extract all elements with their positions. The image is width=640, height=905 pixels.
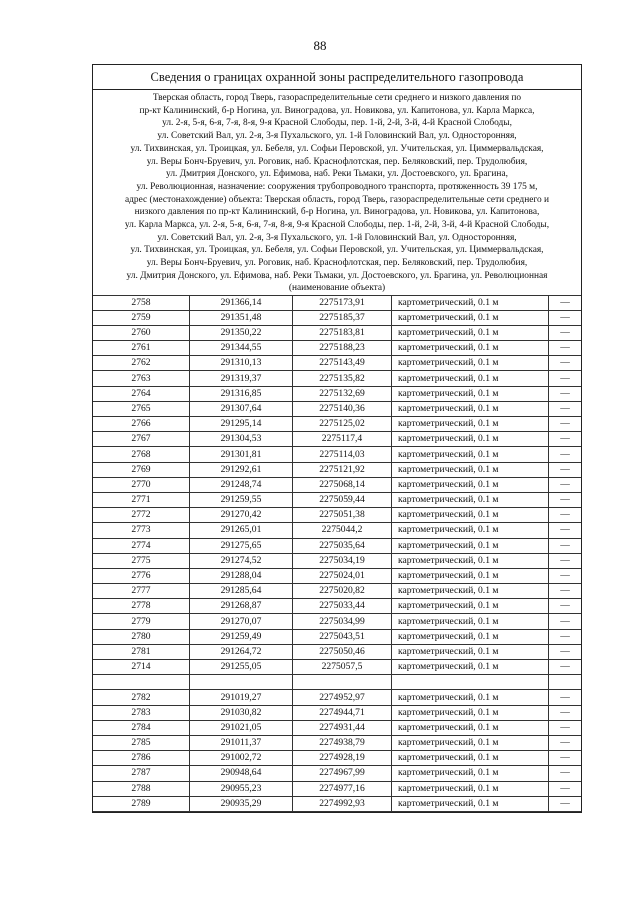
x-coordinate-cell: 291259,55 [190, 492, 293, 507]
x-coordinate-cell: 290935,29 [190, 796, 293, 811]
table-row [93, 356, 581, 371]
method-accuracy-cell: картометрический, 0.1 м [392, 371, 549, 386]
description-line: пр-кт Калининский, б-р Ногина, ул. Виноградова, ул. Новикова, ул. Капитонова, ул. Карла Маркса, [139, 105, 535, 116]
page-number: 88 [313, 38, 327, 53]
method-accuracy-cell: картометрический, 0.1 м [392, 660, 549, 675]
method-accuracy-cell [392, 675, 549, 690]
x-coordinate-cell: 291274,52 [190, 553, 293, 568]
table-row [93, 310, 581, 325]
table-row [93, 644, 581, 659]
x-coordinate-cell: 291295,14 [190, 417, 293, 432]
method-accuracy-cell: картометрический, 0.1 м [392, 599, 549, 614]
point-number-cell: 2785 [93, 735, 190, 750]
y-coordinate-cell: 2274938,79 [293, 735, 392, 750]
note-cell: — [549, 492, 582, 507]
y-coordinate-cell: 2274928,19 [293, 751, 392, 766]
description-line: ул. Веры Бонч-Бруевич, ул. Роговик, наб. Краснофлотская, пер. Беляковский, пер. Трудолюбия, [146, 156, 528, 167]
point-number-cell: 2782 [93, 690, 190, 705]
note-cell: — [549, 508, 582, 523]
table-row [93, 325, 581, 340]
method-accuracy-cell: картометрический, 0.1 м [392, 705, 549, 720]
note-cell: — [549, 751, 582, 766]
table-row [93, 796, 581, 811]
note-cell: — [549, 720, 582, 735]
point-number-cell: 2768 [93, 447, 190, 462]
method-accuracy-cell: картометрический, 0.1 м [392, 644, 549, 659]
y-coordinate-cell: 2275114,03 [293, 447, 392, 462]
method-accuracy-cell: картометрический, 0.1 м [392, 508, 549, 523]
method-accuracy-cell: картометрический, 0.1 м [392, 310, 549, 325]
y-coordinate-cell: 2275034,99 [293, 614, 392, 629]
table-row [93, 675, 581, 690]
note-cell: — [549, 462, 582, 477]
method-accuracy-cell: картометрический, 0.1 м [392, 568, 549, 583]
point-number-cell: 2770 [93, 477, 190, 492]
point-number-cell: 2774 [93, 538, 190, 553]
method-accuracy-cell: картометрический, 0.1 м [392, 766, 549, 781]
x-coordinate-cell: 291002,72 [190, 751, 293, 766]
point-number-cell: 2780 [93, 629, 190, 644]
x-coordinate-cell: 291292,61 [190, 462, 293, 477]
table-row [93, 660, 581, 675]
method-accuracy-cell: картометрический, 0.1 м [392, 356, 549, 371]
y-coordinate-cell: 2275185,37 [293, 310, 392, 325]
description-line: ул. Тихвинская, ул. Троицкая, ул. Бебеля, ул. Софьи Перовской, ул. Учительская, ул. Циммервальдская, [130, 143, 544, 154]
method-accuracy-cell: картометрический, 0.1 м [392, 401, 549, 416]
x-coordinate-cell: 291265,01 [190, 523, 293, 538]
method-accuracy-cell: картометрический, 0.1 м [392, 735, 549, 750]
x-coordinate-cell: 291285,64 [190, 584, 293, 599]
x-coordinate-cell: 290948,64 [190, 766, 293, 781]
table-row [93, 568, 581, 583]
note-cell: — [549, 705, 582, 720]
x-coordinate-cell: 291248,74 [190, 477, 293, 492]
table-row [93, 553, 581, 568]
table-row [93, 705, 581, 720]
method-accuracy-cell: картометрический, 0.1 м [392, 781, 549, 796]
note-cell: — [549, 447, 582, 462]
description-line: ул. Советский Вал, ул. 2-я, 3-я Пухальского, ул. 1-й Головинский Вал, ул. Односторонняя, [157, 232, 517, 243]
note-cell: — [549, 325, 582, 340]
table-row [93, 766, 581, 781]
point-number-cell: 2773 [93, 523, 190, 538]
note-cell: — [549, 417, 582, 432]
note-cell: — [549, 584, 582, 599]
x-coordinate-cell: 291011,37 [190, 735, 293, 750]
method-accuracy-cell: картометрический, 0.1 м [392, 341, 549, 356]
point-number-cell: 2788 [93, 781, 190, 796]
note-cell: — [549, 295, 582, 310]
x-coordinate-cell: 290955,23 [190, 781, 293, 796]
x-coordinate-cell: 291255,05 [190, 660, 293, 675]
x-coordinate-cell: 291288,04 [190, 568, 293, 583]
x-coordinate-cell: 291019,27 [190, 690, 293, 705]
x-coordinate-cell: 291264,72 [190, 644, 293, 659]
y-coordinate-cell: 2275183,81 [293, 325, 392, 340]
note-cell: — [549, 432, 582, 447]
point-number-cell: 2784 [93, 720, 190, 735]
table-row [93, 781, 581, 796]
table-row [93, 629, 581, 644]
note-cell: — [549, 356, 582, 371]
y-coordinate-cell: 2275020,82 [293, 584, 392, 599]
point-number-cell: 2783 [93, 705, 190, 720]
document-title: Сведения о границах охранной зоны распределительного газопровода [93, 65, 581, 90]
table-row [93, 462, 581, 477]
table-row [93, 477, 581, 492]
point-number-cell: 2775 [93, 553, 190, 568]
x-coordinate-cell: 291351,48 [190, 310, 293, 325]
table-row [93, 432, 581, 447]
note-cell: — [549, 614, 582, 629]
note-cell: — [549, 310, 582, 325]
y-coordinate-cell: 2275135,82 [293, 371, 392, 386]
description-line: адрес (местонахождение) объекта: Тверская область, город Тверь, газораспределительные сети среднего и [124, 194, 550, 205]
table-row [93, 386, 581, 401]
table-row [93, 523, 581, 538]
description-line: ул. Советский Вал, ул. 2-я, 3-я Пухальского, ул. 1-й Головинский Вал, ул. Односторонняя, [157, 131, 517, 142]
method-accuracy-cell: картометрический, 0.1 м [392, 432, 549, 447]
point-number-cell: 2771 [93, 492, 190, 507]
y-coordinate-cell: 2275035,64 [293, 538, 392, 553]
table-row [93, 720, 581, 735]
method-accuracy-cell: картометрический, 0.1 м [392, 523, 549, 538]
note-cell: — [549, 401, 582, 416]
description-line: низкого давления по пр-кт Калининский, б-р Ногина, ул. Виноградова, ул. Новикова, ул. Капитонова, [134, 207, 540, 218]
note-cell [549, 675, 582, 690]
point-number-cell: 2787 [93, 766, 190, 781]
point-number-cell: 2779 [93, 614, 190, 629]
y-coordinate-cell: 2275132,69 [293, 386, 392, 401]
x-coordinate-cell: 291366,14 [190, 295, 293, 310]
point-number-cell: 2769 [93, 462, 190, 477]
x-coordinate-cell: 291301,81 [190, 447, 293, 462]
description-line: ул. Дмитрия Донского, ул. Ефимова, наб. Реки Тьмаки, ул. Достоевского, ул. Брагина, [166, 169, 508, 180]
table-row [93, 371, 581, 386]
note-cell: — [549, 781, 582, 796]
note-cell: — [549, 599, 582, 614]
y-coordinate-cell: 2275117,4 [293, 432, 392, 447]
table-row [93, 401, 581, 416]
note-cell: — [549, 341, 582, 356]
point-number-cell: 2765 [93, 401, 190, 416]
description-line: ул. Карла Маркса, ул. 2-я, 5-я, 6-я, 7-я, 8-я, 9-я Красной Слободы, пер. 1-й, 2-й, 3-й, 4-й Красной Слободы, [124, 220, 550, 231]
note-cell: — [549, 735, 582, 750]
method-accuracy-cell: картометрический, 0.1 м [392, 447, 549, 462]
note-cell: — [549, 644, 582, 659]
point-number-cell: 2789 [93, 796, 190, 811]
note-cell: — [549, 371, 582, 386]
note-cell: — [549, 690, 582, 705]
method-accuracy-cell: картометрический, 0.1 м [392, 720, 549, 735]
description-line: Тверская область, город Тверь, газораспределительные сети среднего и низкого давления по [152, 93, 522, 103]
point-number-cell: 2761 [93, 341, 190, 356]
point-number-cell: 2776 [93, 568, 190, 583]
x-coordinate-cell: 291316,85 [190, 386, 293, 401]
description-line: ул. Революционная, назначение: сооружения трубопроводного транспорта, протяженность 39 175 м, [136, 181, 538, 192]
table-row [93, 447, 581, 462]
x-coordinate-cell: 291310,13 [190, 356, 293, 371]
description-line: ул. 2-я, 5-я, 6-я, 7-я, 8-я, 9-я Красной Слободы, пер. 1-й, 2-й, 3-й, 4-й Красной Слободы, [162, 118, 512, 129]
x-coordinate-cell: 291021,05 [190, 720, 293, 735]
y-coordinate-cell: 2274967,99 [293, 766, 392, 781]
x-coordinate-cell: 291350,22 [190, 325, 293, 340]
point-number-cell: 2766 [93, 417, 190, 432]
boundary-table-frame [92, 64, 582, 813]
method-accuracy-cell: картометрический, 0.1 м [392, 796, 549, 811]
method-accuracy-cell: картометрический, 0.1 м [392, 417, 549, 432]
point-number-cell: 2762 [93, 356, 190, 371]
y-coordinate-cell: 2275051,38 [293, 508, 392, 523]
method-accuracy-cell: картометрический, 0.1 м [392, 584, 549, 599]
y-coordinate-cell: 2275143,49 [293, 356, 392, 371]
method-accuracy-cell: картометрический, 0.1 м [392, 629, 549, 644]
point-number-cell: 2764 [93, 386, 190, 401]
method-accuracy-cell: картометрический, 0.1 м [392, 386, 549, 401]
x-coordinate-cell: 291270,07 [190, 614, 293, 629]
note-cell: — [549, 523, 582, 538]
point-number-cell: 2767 [93, 432, 190, 447]
table-row [93, 508, 581, 523]
table-row [93, 599, 581, 614]
y-coordinate-cell: 2275057,5 [293, 660, 392, 675]
x-coordinate-cell: 291304,53 [190, 432, 293, 447]
y-coordinate-cell: 2275068,14 [293, 477, 392, 492]
method-accuracy-cell: картометрический, 0.1 м [392, 690, 549, 705]
y-coordinate-cell: 2274977,16 [293, 781, 392, 796]
table-row [93, 690, 581, 705]
y-coordinate-cell: 2274931,44 [293, 720, 392, 735]
method-accuracy-cell: картометрический, 0.1 м [392, 325, 549, 340]
method-accuracy-cell: картометрический, 0.1 м [392, 477, 549, 492]
table-row [93, 735, 581, 750]
table-row [93, 538, 581, 553]
y-coordinate-cell: 2275140,36 [293, 401, 392, 416]
method-accuracy-cell: картометрический, 0.1 м [392, 751, 549, 766]
y-coordinate-cell: 2274952,97 [293, 690, 392, 705]
table-row [93, 751, 581, 766]
y-coordinate-cell: 2275034,19 [293, 553, 392, 568]
table-row [93, 295, 581, 310]
point-number-cell: 2714 [93, 660, 190, 675]
table-row [93, 417, 581, 432]
x-coordinate-cell: 291307,64 [190, 401, 293, 416]
method-accuracy-cell: картометрический, 0.1 м [392, 614, 549, 629]
y-coordinate-cell: 2275033,44 [293, 599, 392, 614]
description-line: ул. Веры Бонч-Бруевич, ул. Роговик, наб. Краснофлотская, пер. Беляковский, пер. Трудолюбия, [146, 258, 528, 269]
method-accuracy-cell: картометрический, 0.1 м [392, 553, 549, 568]
y-coordinate-cell: 2275050,46 [293, 644, 392, 659]
x-coordinate-cell: 291344,55 [190, 341, 293, 356]
note-cell: — [549, 477, 582, 492]
point-number-cell: 2781 [93, 644, 190, 659]
note-cell: — [549, 386, 582, 401]
point-number-cell: 2760 [93, 325, 190, 340]
y-coordinate-cell: 2274944,71 [293, 705, 392, 720]
object-description [93, 90, 581, 283]
table-row [93, 614, 581, 629]
coordinates-table [93, 295, 581, 812]
note-cell: — [549, 796, 582, 811]
note-cell: — [549, 553, 582, 568]
note-cell: — [549, 660, 582, 675]
y-coordinate-cell: 2275024,01 [293, 568, 392, 583]
x-coordinate-cell: 291275,65 [190, 538, 293, 553]
table-row [93, 492, 581, 507]
x-coordinate-cell: 291268,87 [190, 599, 293, 614]
note-cell: — [549, 568, 582, 583]
note-cell: — [549, 629, 582, 644]
x-coordinate-cell: 291030,82 [190, 705, 293, 720]
method-accuracy-cell: картометрический, 0.1 м [392, 462, 549, 477]
note-cell: — [549, 538, 582, 553]
method-accuracy-cell: картометрический, 0.1 м [392, 538, 549, 553]
description-line: ул. Тихвинская, ул. Троицкая, ул. Бебеля, ул. Софьи Перовской, ул. Учительская, ул. Циммервальдская, [130, 245, 544, 256]
point-number-cell [93, 675, 190, 690]
method-accuracy-cell: картометрический, 0.1 м [392, 295, 549, 310]
object-name-caption: (наименование объекта) [288, 282, 386, 293]
y-coordinate-cell: 2275173,91 [293, 295, 392, 310]
y-coordinate-cell [293, 675, 392, 690]
y-coordinate-cell: 2275044,2 [293, 523, 392, 538]
x-coordinate-cell: 291270,42 [190, 508, 293, 523]
point-number-cell: 2777 [93, 584, 190, 599]
table-row [93, 341, 581, 356]
x-coordinate-cell [190, 675, 293, 690]
point-number-cell: 2763 [93, 371, 190, 386]
y-coordinate-cell: 2275043,51 [293, 629, 392, 644]
x-coordinate-cell: 291259,49 [190, 629, 293, 644]
y-coordinate-cell: 2275125,02 [293, 417, 392, 432]
point-number-cell: 2778 [93, 599, 190, 614]
note-cell: — [549, 766, 582, 781]
y-coordinate-cell: 2275059,44 [293, 492, 392, 507]
y-coordinate-cell: 2275121,92 [293, 462, 392, 477]
x-coordinate-cell: 291319,37 [190, 371, 293, 386]
y-coordinate-cell: 2275188,23 [293, 341, 392, 356]
y-coordinate-cell: 2274992,93 [293, 796, 392, 811]
point-number-cell: 2758 [93, 295, 190, 310]
point-number-cell: 2759 [93, 310, 190, 325]
method-accuracy-cell: картометрический, 0.1 м [392, 492, 549, 507]
description-line: ул. Дмитрия Донского, ул. Ефимова, наб. Реки Тьмаки, ул. Достоевского, ул. Брагина, ул. Революционная [126, 270, 548, 281]
point-number-cell: 2772 [93, 508, 190, 523]
point-number-cell: 2786 [93, 751, 190, 766]
table-row [93, 584, 581, 599]
